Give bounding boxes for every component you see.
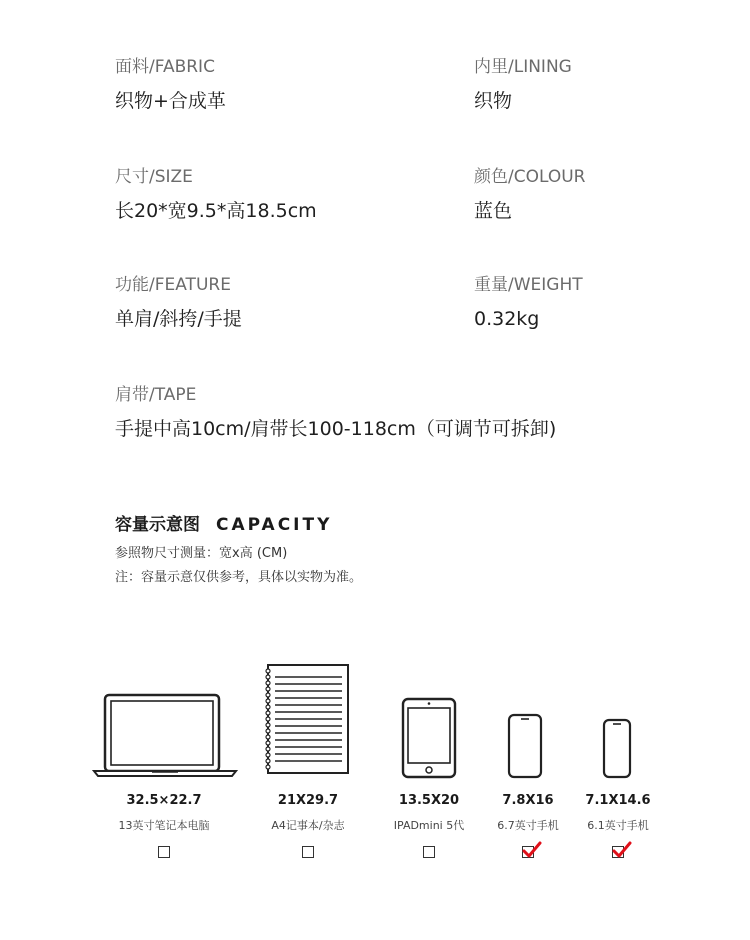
notebook-spiral-ring [266,747,270,751]
spec-value: 蓝色 [474,200,513,222]
spec-label: 尺寸/SIZE [115,167,193,187]
fit-checkbox [612,846,624,858]
fit-checkbox [158,846,170,858]
notebook-spiral-ring [266,741,270,745]
checkmark-icon [612,841,632,859]
device-name: 6.1英寸手机 [587,819,649,832]
device-name: IPADmini 5代 [393,819,465,832]
notebook-spiral-ring [266,765,270,769]
notebook-spiral-ring [266,759,270,763]
spec-colour [474,167,585,223]
device-dimensions: 7.8X16 [502,793,554,808]
device-dimensions: 7.1X14.6 [585,793,651,808]
laptop-icon [92,692,238,778]
spec-fabric [115,57,226,113]
spec-value: 单肩/斜挎/手提 [115,308,242,330]
capacity-title-en: CAPACITY [216,515,333,535]
notebook-spiral-ring [266,735,270,739]
notebook-spiral-ring [266,729,270,733]
device-dimensions: 21X29.7 [277,793,339,808]
spec-label: 功能/FEATURE [115,275,231,295]
checkmark-icon [522,841,542,859]
spec-tape [115,385,556,441]
capacity-title-cn: 容量示意图 [115,515,200,535]
capacity-note-measure: 参照物尺寸测量：宽x高 (CM) [115,546,288,561]
fit-checkbox [302,846,314,858]
notebook-spiral-ring [266,717,270,721]
spec-feature [115,275,242,331]
spec-weight [474,275,583,331]
notebook-spiral-ring [266,723,270,727]
device-dimensions: 32.5×22.7 [126,793,202,808]
tablet-icon [399,697,459,781]
phone-icon [601,718,633,779]
spec-label: 面料/FABRIC [115,57,215,77]
fit-checkbox [423,846,435,858]
spec-value: 织物+合成革 [115,90,226,112]
spec-label: 内里/LINING [474,57,572,77]
notebook-spiral-ring [266,681,270,685]
phone-icon [506,713,544,779]
spec-label: 肩带/TAPE [115,385,197,405]
spec-value: 织物 [474,90,513,112]
notebook-spiral-ring [266,693,270,697]
capacity-title [115,510,332,535]
notebook-spiral-ring [266,705,270,709]
capacity-note-disclaimer: 注：容量示意仅供参考，具体以实物为准。 [115,570,363,585]
spec-value: 长20*宽9.5*高18.5cm [115,200,317,222]
notebook-icon [262,663,352,777]
fit-checkbox [522,846,534,858]
notebook-spiral-ring [266,687,270,691]
spec-lining [474,57,572,113]
notebook-spiral-ring [266,699,270,703]
device-name: A4记事本/杂志 [271,819,345,832]
device-dimensions: 13.5X20 [398,793,460,808]
notebook-spiral-ring [266,711,270,715]
notebook-spiral-ring [266,675,270,679]
device-name: 6.7英寸手机 [497,819,559,832]
spec-label: 重量/WEIGHT [474,275,583,295]
spec-value: 手提中高10cm/肩带长100-118cm（可调节可拆卸) [115,418,557,440]
spec-size [115,167,317,223]
device-name: 13英寸笔记本电脑 [118,819,210,832]
notebook-spiral-ring [266,753,270,757]
spec-value: 0.32kg [474,308,540,330]
spec-label: 颜色/COLOUR [474,167,586,187]
notebook-spiral-ring [266,669,270,673]
